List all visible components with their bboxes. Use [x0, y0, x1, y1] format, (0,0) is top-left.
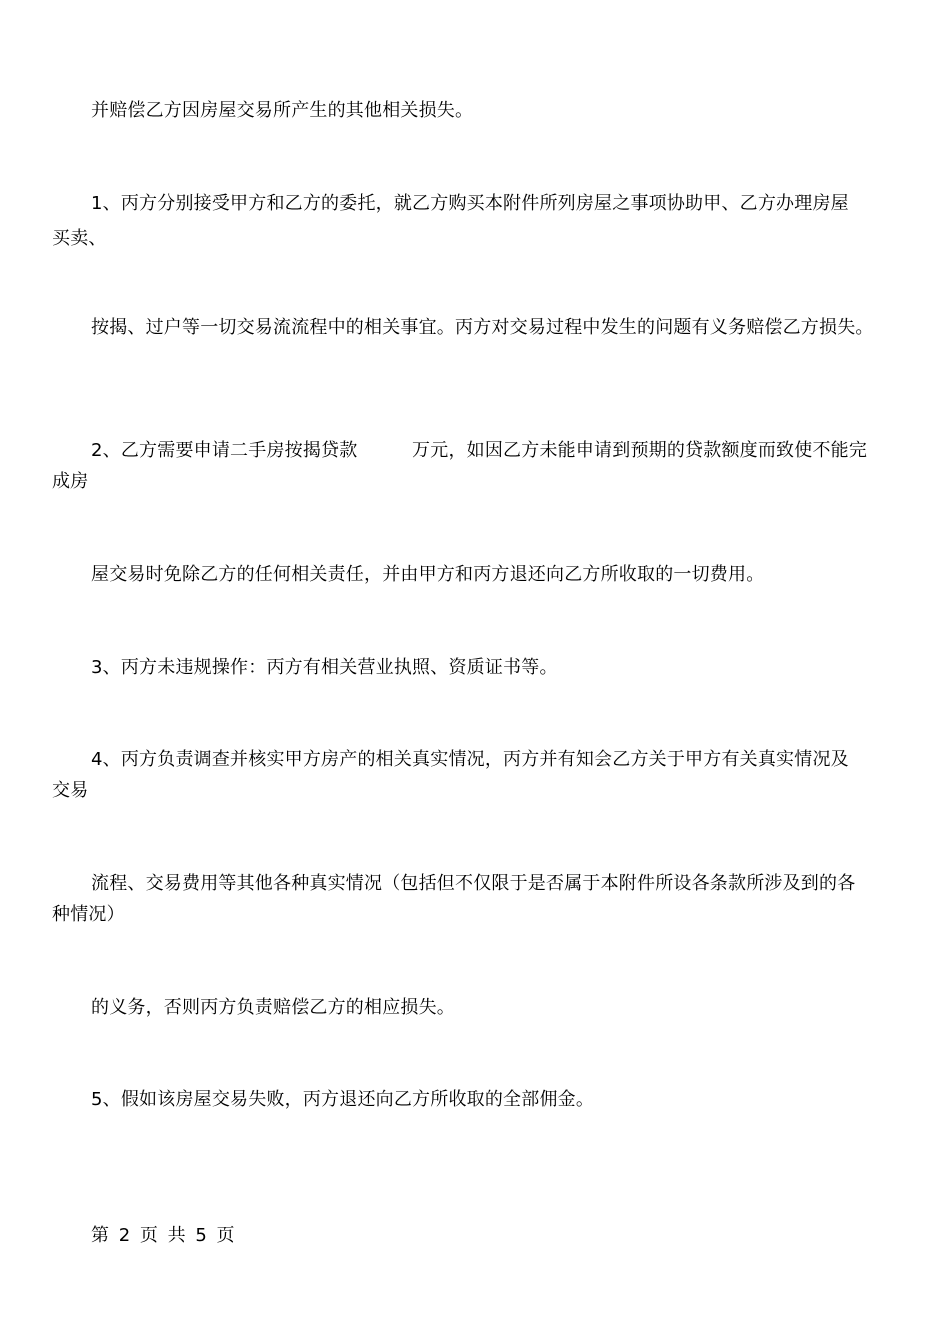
text-line-clause-5: 5、假如该房屋交易失败，丙方退还向乙方所收取的全部佣金。	[91, 1089, 595, 1110]
text-line-clause-2-wrap: 成房	[52, 471, 89, 492]
text-line-clause-2: 2、乙方需要申请二手房按揭贷款 万元，如因乙方未能申请到预期的贷款额度而致使不能完	[91, 440, 868, 461]
text-line-clause-4-end: 的义务，否则丙方负责赔偿乙方的相应损失。	[91, 997, 455, 1018]
text-line-compensation: 并赔偿乙方因房屋交易所产生的其他相关损失。	[91, 100, 474, 121]
text-line-clause-4-wrap: 交易	[52, 780, 89, 801]
text-line-clause-4: 4、丙方负责调查并核实甲方房产的相关真实情况，丙方并有知会乙方关于甲方有关真实情况及	[91, 749, 849, 770]
text-line-clause-3: 3、丙方未违规操作：丙方有相关营业执照、资质证书等。	[91, 657, 558, 678]
text-line-clause-4-cont-wrap: 种情况）	[52, 904, 125, 925]
text-line-clause-2-cont: 屋交易时免除乙方的任何相关责任，并由甲方和丙方退还向乙方所收取的一切费用。	[91, 564, 765, 585]
text-line-clause-1-wrap: 买卖、	[52, 228, 107, 249]
text-line-clause-4-cont: 流程、交易费用等其他各种真实情况（包括但不仅限于是否属于本附件所设各条款所涉及到的各	[91, 873, 856, 894]
page-number-footer: 第 2 页 共 5 页	[91, 1225, 237, 1246]
text-line-clause-1: 1、丙方分别接受甲方和乙方的委托，就乙方购买本附件所列房屋之事项协助甲、乙方办理房屋	[91, 193, 849, 214]
text-line-clause-1-cont: 按揭、过户等一切交易流流程中的相关事宜。丙方对交易过程中发生的问题有义务赔偿乙方损失。	[91, 317, 874, 338]
